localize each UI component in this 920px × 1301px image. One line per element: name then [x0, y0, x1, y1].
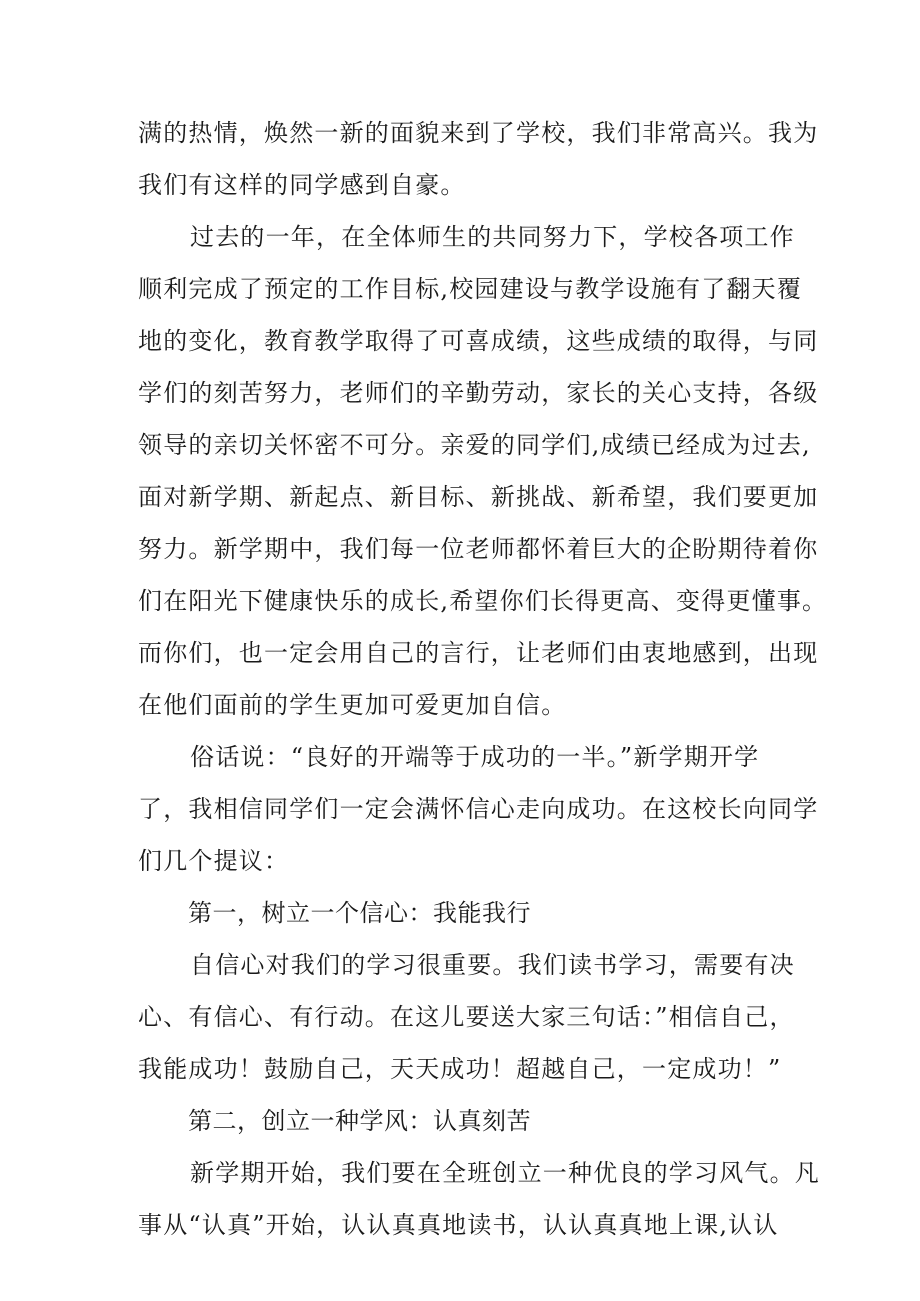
section-heading-2: 第二，创立一种学风：认真刻苦: [188, 1107, 531, 1135]
text-line: 地的变化，教育教学取得了可喜成绩，这些成绩的取得，与同: [138, 327, 819, 355]
text-line: 事从“认真”开始，认认真真地读书，认认真真地上课,认认: [138, 1211, 779, 1239]
text-line: 学们的刻苦努力，老师们的辛勤劳动，家长的关心支持，各级: [138, 379, 819, 407]
paragraph: [138, 731, 819, 887]
text-line: 顺利完成了预定的工作目标,校园建设与教学设施有了翻天覆: [138, 275, 803, 303]
text-line: 新学期开始，我们要在全班创立一种优良的学习风气。凡: [190, 1159, 820, 1187]
text-line: 满的热情，焕然一新的面貌来到了学校，我们非常高兴。我为: [138, 119, 819, 147]
paragraph: [138, 939, 798, 1095]
document-body: [138, 107, 828, 1251]
text-line: 在他们面前的学生更加可爱更加自信。: [138, 691, 567, 719]
paragraph: [138, 107, 819, 211]
section-heading-1: 第一，树立一个信心：我能我行: [188, 899, 531, 927]
text-line: 而你们，也一定会用自己的言行，让老师们由衷地感到，出现: [138, 639, 819, 667]
text-line: 俗话说：“良好的开端等于成功的一半。”新学期开学: [190, 743, 760, 771]
text-line: 领导的亲切关怀密不可分。亲爱的同学们,成绩已经成为过去,: [138, 431, 811, 459]
text-line: 面对新学期、新起点、新目标、新挑战、新希望，我们要更加: [138, 483, 819, 511]
text-line: 我们有这样的同学感到自豪。: [138, 171, 466, 199]
text-line: 们在阳光下健康快乐的成长,希望你们长得更高、变得更懂事。: [138, 587, 828, 615]
paragraph: [138, 211, 828, 731]
text-line: 自信心对我们的学习很重要。我们读书学习，需要有决: [190, 951, 795, 979]
text-line: 了，我相信同学们一定会满怀信心走向成功。在这校长向同学: [138, 795, 819, 823]
text-line: 们几个提议：: [138, 847, 290, 875]
paragraph: [138, 1147, 820, 1251]
text-line: 努力。新学期中，我们每一位老师都怀着巨大的企盼期待着你: [138, 535, 819, 563]
text-line: 我能成功！鼓励自己，天天成功！超越自己，一定成功！”: [138, 1055, 782, 1083]
text-line: 过去的一年，在全体师生的共同努力下，学校各项工作: [190, 223, 795, 251]
text-line: 心、有信心、有行动。在这儿要送大家三句话：”相信自己，: [138, 1003, 795, 1031]
